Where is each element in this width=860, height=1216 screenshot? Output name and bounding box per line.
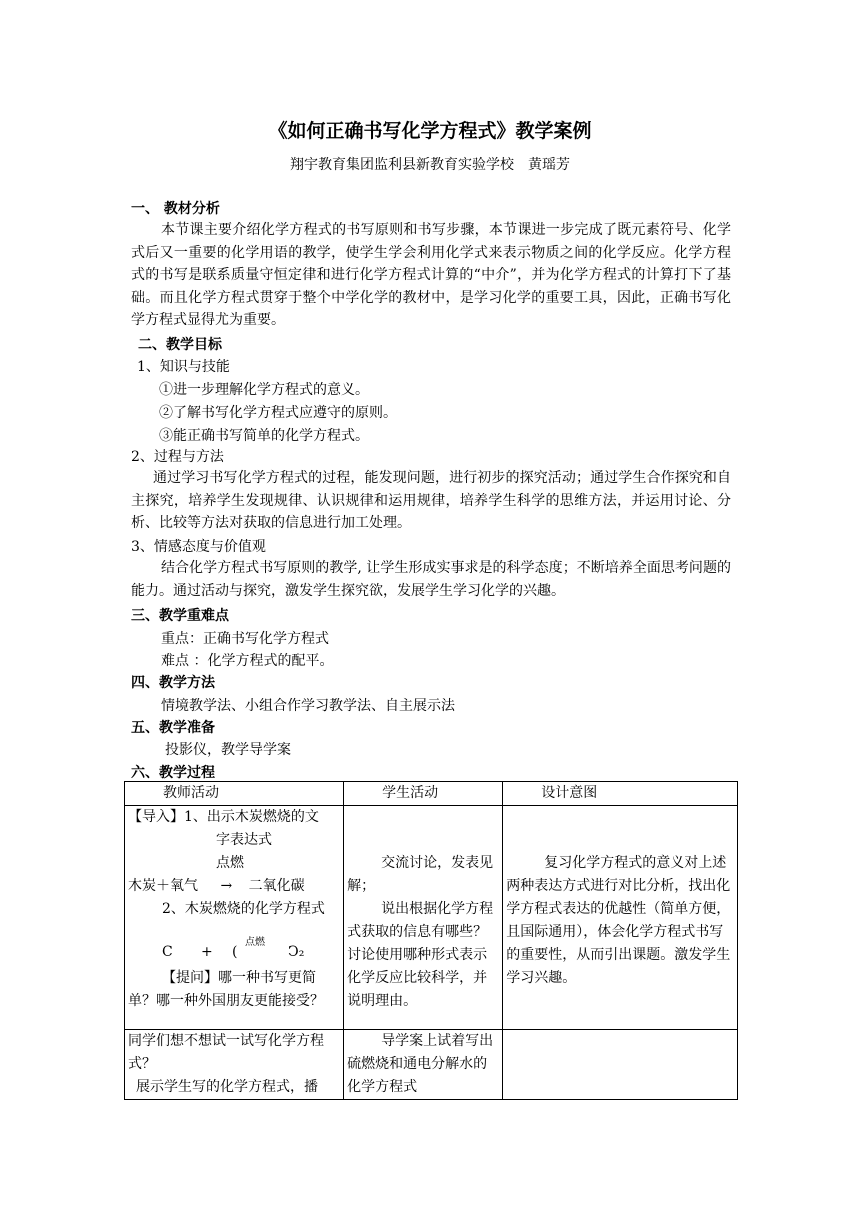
key-point: 重点：正确书写化学方程式 [161, 631, 329, 647]
row1-teacher-cell [125, 806, 344, 1030]
methods-text: 情境教学法、小组合作学习教学法、自主展示法 [161, 698, 455, 714]
table-row [125, 806, 738, 1030]
row1-design-text: 复习化学方程式的意义对上述两种表达方式进行对比分析，找出化学方程式表达的优越性（简单方便，且国际通用），体会化学方程式书写的重要性，从而引出课题。激发学生学习兴趣。 [506, 855, 731, 986]
row1-question: 【提问】哪一种书写更简单？哪一种外国朋友更能接受？ [128, 970, 324, 1009]
word-product: 二氧化碳 [248, 878, 305, 894]
author-line [0, 154, 860, 174]
eq-plus: + [201, 944, 213, 960]
preparation-text: 投影仪，教学导学案 [165, 742, 291, 758]
row2-teacher-1: 同学们想不想试一试写化学方程式？ [128, 1033, 324, 1072]
arrow-icon: → [220, 878, 233, 894]
eq-condition: 点燃 [245, 937, 265, 948]
section-heading-3: 三、教学重难点 [131, 608, 229, 624]
row2-teacher-2: 展示学生写的化学方程式，播 [136, 1079, 318, 1095]
row1-intro-cont: 字表达式 [216, 832, 272, 848]
section-heading-2: 二、教学目标 [138, 337, 222, 353]
page-title: 《如何正确书写化学方程式》教学案例 [268, 120, 592, 142]
row1-condition: 点燃 [216, 855, 244, 871]
header-design: 设计意图 [503, 782, 738, 806]
process-table [124, 781, 738, 1100]
word-reactants: 木炭＋氧气 [128, 878, 198, 894]
header-teacher: 教师活动 [125, 782, 344, 806]
eq-oxygen: ( [232, 944, 238, 960]
section-heading-5: 五、教学准备 [131, 720, 215, 736]
row1-chem-equation [128, 921, 340, 967]
subheading-knowledge: 1、知识与技能 [137, 359, 230, 375]
row2-design-cell [503, 1030, 738, 1100]
row1-student-cell [344, 806, 503, 1030]
table-header-row [125, 782, 738, 806]
table-row [125, 1030, 738, 1100]
header-student: 学生活动 [344, 782, 503, 806]
subheading-values: 3、情感态度与价值观 [131, 539, 266, 555]
row1-student-1: 交流讨论，发表见解； [347, 855, 494, 894]
difficult-point: 难点 ：化学方程式的配平。 [161, 653, 334, 669]
section-heading-6: 六、教学过程 [131, 765, 215, 781]
subheading-process: 2、过程与方法 [131, 449, 224, 465]
row2-student-cell [344, 1030, 503, 1100]
goal-item-2: ②了解书写化学方程式应遵守的原则。 [159, 405, 397, 421]
section-heading-1: 一、 教材分析 [131, 201, 220, 217]
eq-carbon: C [162, 944, 173, 960]
row2-teacher-cell [125, 1030, 344, 1100]
section-1-text: 本节课主要介绍化学方程式的书写原则和书写步骤，本节课进一步完成了既元素符号、化学式后又一重要的化学用语的教学，使学生学会利用化学式来表示物质之间的化学反应。化学方程式的书写是联系质量守恒定律和进行化学方程式计算的“中介”，并为化学方程式的计算打下了基础。而且化学方程式贯穿于整个中学化学的教材中，是学习化学的重要工具，因此，正确书写化学方程式显得尤为重要。 [131, 222, 731, 328]
goal-item-3: ③能正确书写简单的化学方程式。 [159, 428, 369, 444]
process-text: 通过学习书写化学方程式的过程，能发现问题，进行初步的探究活动；通过学生合作探究和自主探究，培养学生发现规律、认识规律和运用规律，培养学生科学的思维方法，并运用讨论、分析、比较等方法对获取的信息进行加工处理。 [131, 470, 731, 531]
author-school: 翔宇教育集团监利县新教育实验学校 [290, 157, 514, 173]
goal-item-1: ①进一步理解化学方程式的意义。 [159, 382, 369, 398]
section-heading-4: 四、教学方法 [131, 675, 215, 691]
row1-intro: 【导入】1、出示木炭燃烧的文 [128, 809, 319, 825]
values-text: 结合化学方程式书写原则的教学, 让学生形成实事求是的科学态度；不断培养全面思考问题的能力。通过活动与探究，激发学生探究欲，发展学生学习化学的兴趣。 [131, 560, 731, 599]
author-name: 黄瑶芳 [528, 157, 570, 173]
row1-chem-title: 2、木炭燃烧的化学方程式 [162, 901, 325, 917]
row1-word-equation [128, 875, 340, 898]
eq-product: Ↄ₂ [288, 944, 305, 960]
row1-design-cell [503, 806, 738, 1030]
row2-student-1: 导学案上试着写出硫燃烧和通电分解水的化学方程式 [347, 1033, 494, 1095]
row1-student-2: 说出根据化学方程式获取的信息有哪些？讨论使用哪种形式表示化学反应比较科学，并说明理由。 [347, 901, 494, 1009]
